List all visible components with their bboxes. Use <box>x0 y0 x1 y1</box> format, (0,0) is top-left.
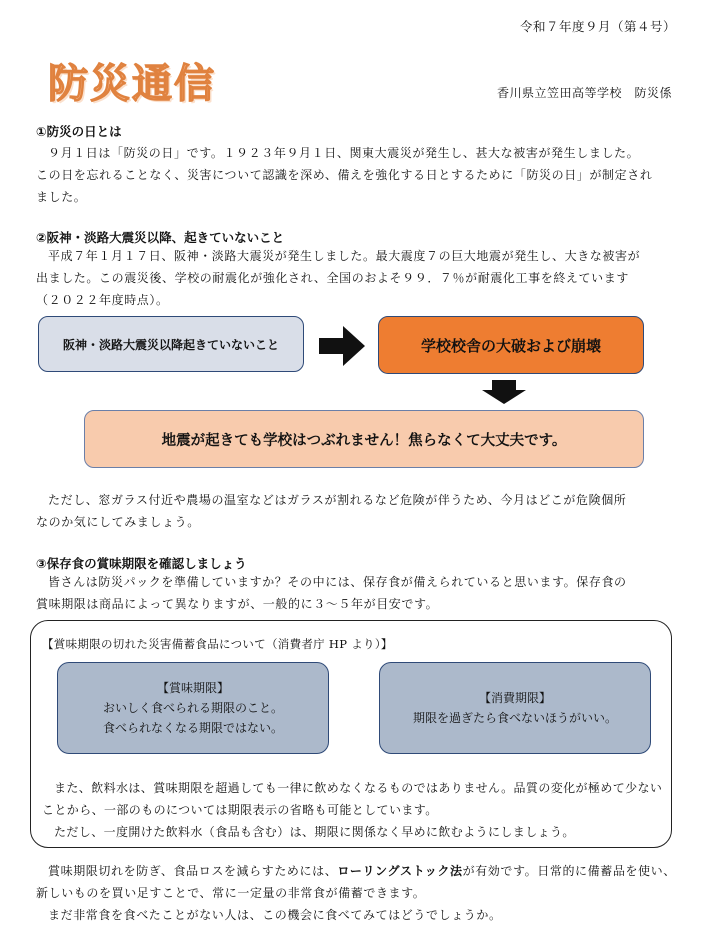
section2-after-line: ただし、窓ガラス付近や農場の温室などはガラスが割れるなど危険が伴うため、今月はどこが危険個所 <box>48 493 627 507</box>
section2-line: （２０２２年度時点）。 <box>36 293 169 307</box>
best-before-label: 【賞味期限】 <box>156 681 229 695</box>
school-safe-label: 地震が起きても学校はつぶれません！焦らなくて大丈夫です。 <box>161 432 567 449</box>
school-name: 香川県立笠田高等学校 防災係 <box>496 86 672 100</box>
closing-line: 新しいものを買い足すことで、常に一定量の非常食が備蓄できます。 <box>36 886 426 900</box>
closing-text: が有効です。日常的に備蓄品を使い、 <box>462 864 676 878</box>
frame-line: また、飲料水は、賞味期限を超過しても一律に飲めなくなるものではありません。品質の変化が極めて少ない <box>54 781 663 795</box>
section2-after-line: なのか気にしてみましょう。 <box>36 515 200 529</box>
rolling-stock-term: ローリングストック法 <box>337 864 463 878</box>
frame-line: ことから、一部のものについては期限表示の省略も可能としています。 <box>42 803 438 817</box>
section3-line: 皆さんは防災パックを準備していますか？その中には、保存食が備えられていると思います。保存食の <box>48 575 627 589</box>
section1-line: ９月１日は「防災の日」です。１９２３年９月１日、関東大震災が発生し、甚大な被害が発生しました。 <box>48 146 640 160</box>
frame-body <box>42 777 670 843</box>
section1-line: この日を忘れることなく、災害について認識を深め、備えを強化する日とするために「防災の日」が制定され <box>36 168 653 182</box>
section1-heading: ①防災の日とは <box>36 124 122 139</box>
frame-line: ただし、一度開けた飲料水（食品も含む）は、期限に関係なく早めに飲むようにしましょう。 <box>54 825 575 839</box>
frame-title: 【賞味期限の切れた災害備蓄食品について（消費者庁 HP より）】 <box>42 637 393 651</box>
school-safe-result-box <box>84 410 644 468</box>
best-before-line: おいしく食べられる期限のこと。 <box>102 701 283 715</box>
use-by-line: 期限を過ぎたら食べないほうがいい。 <box>412 711 617 725</box>
section2-line: 平成７年１月１７日、阪神・淡路大震災が発生しました。最大震度７の巨大地震が発生し、大きな被害が <box>48 249 641 263</box>
no-damage-label: 阪神・淡路大震災以降起きていないこと <box>62 337 279 352</box>
section3-line: 賞味期限は商品によって異なりますが、一般的に３～５年が目安です。 <box>36 597 439 611</box>
school-collapse-label: 学校校舎の大破および崩壊 <box>420 336 601 355</box>
section2-line: 出ました。この震災後、学校の耐震化が強化され、全国のおよそ９９．７％が耐震化工事を終えています <box>36 271 629 285</box>
closing-line: まだ非常食を食べたことがない人は、この機会に食べてみてはどうでしょうか。 <box>48 908 502 922</box>
section2-after-body <box>36 489 676 533</box>
school-collapse-box <box>378 316 644 374</box>
section1-body <box>36 142 676 208</box>
best-before-line: 食べられなくなる期限ではない。 <box>102 721 283 735</box>
no-damage-since-quake-box <box>38 316 304 372</box>
best-before-box <box>57 662 329 754</box>
section2-heading: ②阪神・淡路大震災以降、起きていないこと <box>36 230 285 245</box>
section2-body <box>36 245 676 311</box>
use-by-box <box>379 662 651 754</box>
arrow-down-icon <box>482 380 526 404</box>
closing-text: 賞味期限切れを防ぎ、食品ロスを減らすためには、 <box>48 864 338 878</box>
section1-line: ました。 <box>36 190 87 204</box>
closing-line <box>36 860 676 882</box>
section3-heading: ③保存食の賞味期限を確認しましょう <box>36 556 247 571</box>
issue-number: 令和７年度９月（第４号） <box>519 19 676 34</box>
newsletter-title-logo: 防災通信 <box>48 61 216 107</box>
use-by-label: 【消費期限】 <box>478 691 551 705</box>
arrow-right-icon <box>319 326 365 366</box>
closing-body <box>36 860 676 926</box>
section3-body <box>36 571 676 615</box>
